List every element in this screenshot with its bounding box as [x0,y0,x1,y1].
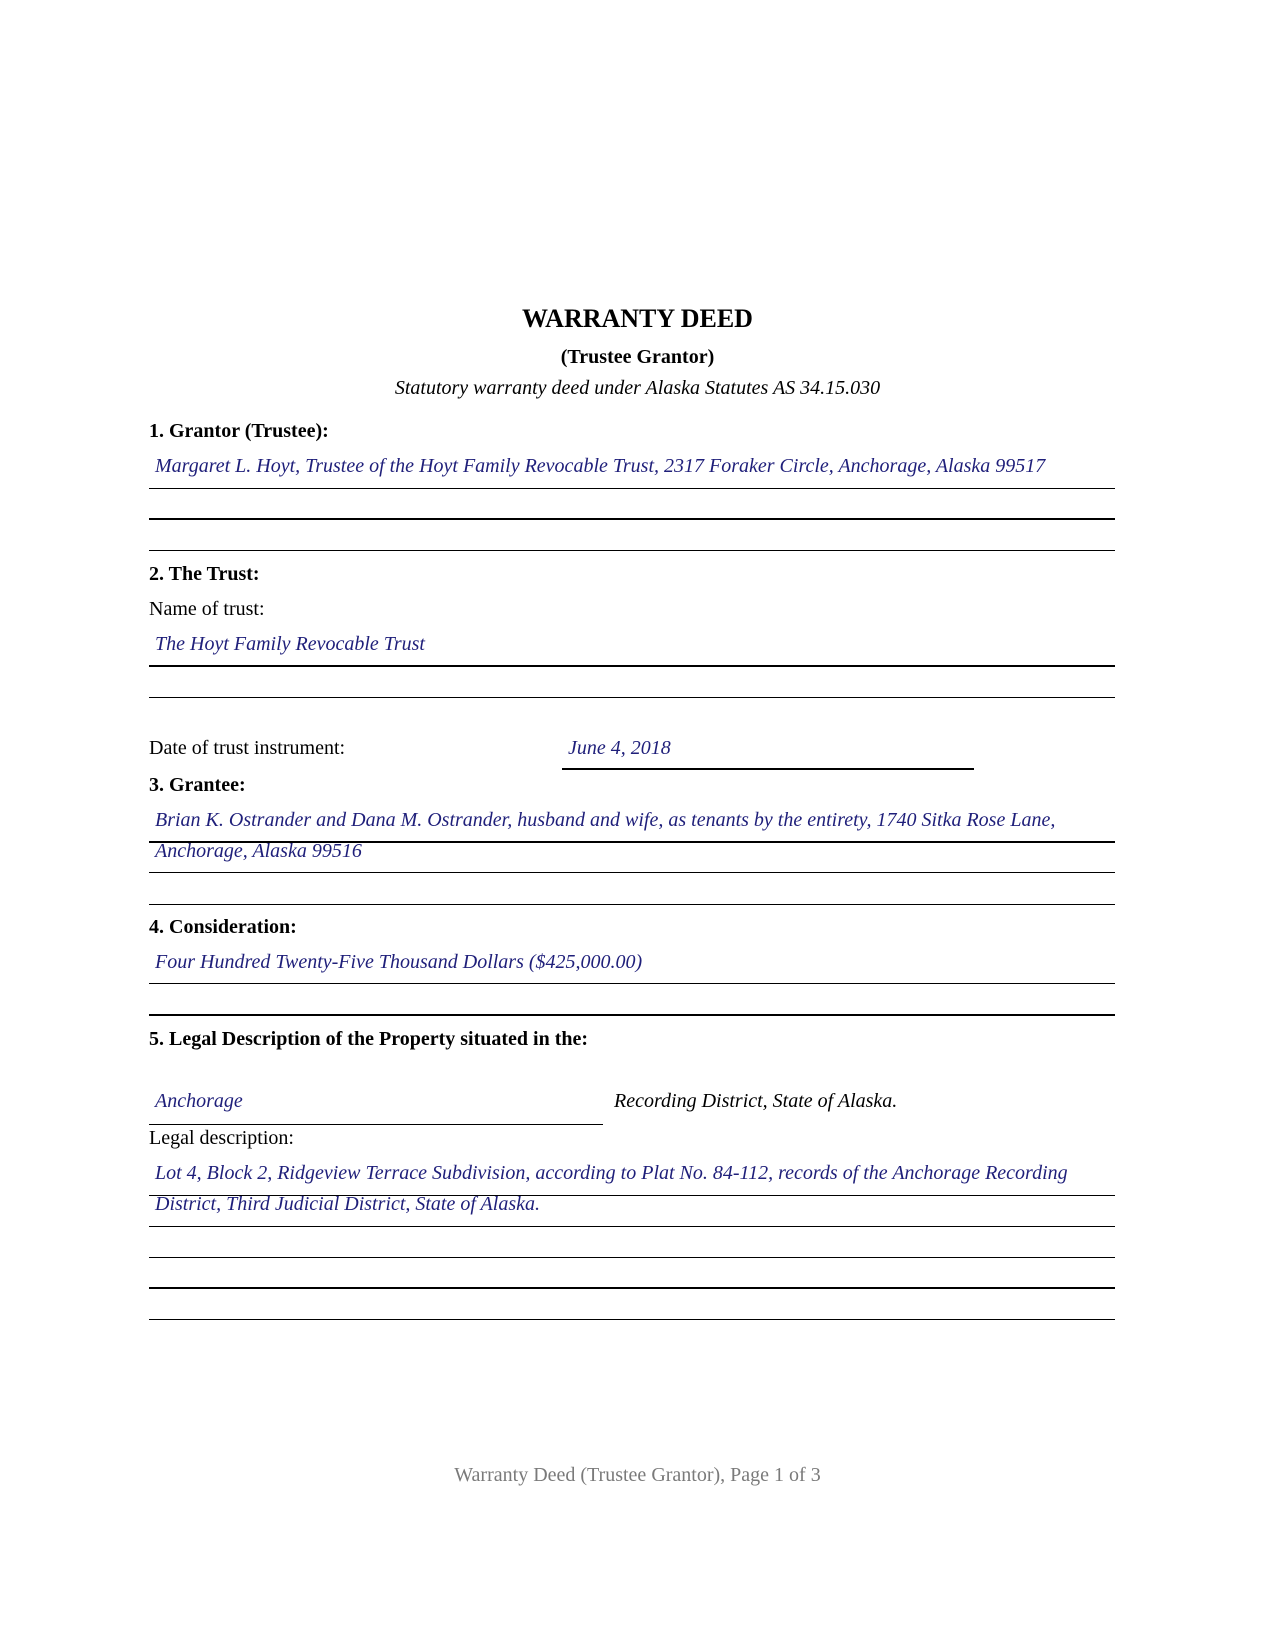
document-title: WARRANTY DEED [522,304,753,333]
trust-name-line-2 [149,697,1115,698]
legal-line-5 [149,1319,1115,1320]
grantor-line-2 [149,518,1115,520]
grantee-heading: 3. Grantee: [149,774,246,796]
consideration-heading: 4. Consideration: [149,916,297,938]
document-subtitle: (Trustee Grantor) [560,346,715,368]
trust-date-field[interactable]: June 4, 2018 [568,737,671,759]
recording-district-field[interactable]: Anchorage [155,1090,243,1112]
legal-line-4 [149,1287,1115,1289]
trust-heading: 2. The Trust: [149,563,260,585]
statute-reference: Statutory warranty deed under Alaska Statutes AS 34.15.030 [394,377,881,399]
grantor-line-1 [149,488,1115,489]
legal-description-field-line-2[interactable]: District, Third Judicial District, State of Alaska. [155,1193,540,1215]
consideration-line-1 [149,983,1115,984]
page-footer: Warranty Deed (Trustee Grantor), Page 1 of 3 [454,1464,821,1486]
grantee-line-2 [149,872,1115,873]
legal-heading: 5. Legal Description of the Property situated in the: [149,1028,589,1050]
legal-line-3 [149,1257,1115,1258]
trust-name-label: Name of trust: [149,598,265,620]
grantee-line-3 [149,904,1115,905]
consideration-line-2 [149,1014,1115,1016]
legal-description-label: Legal description: [149,1127,294,1149]
trust-date-line [562,768,974,770]
consideration-field[interactable]: Four Hundred Twenty-Five Thousand Dollars ($425,000.00) [155,951,643,973]
grantee-field-line-2[interactable]: Anchorage, Alaska 99516 [155,840,362,862]
recording-district-suffix: Recording District, State of Alaska. [614,1090,898,1112]
grantee-field-line-1[interactable]: Brian K. Ostrander and Dana M. Ostrander, husband and wife, as tenants by the entirety, 1740 Sitka Rose Lane, [155,809,1056,831]
trust-name-line-1 [149,665,1115,667]
legal-description-field-line-1[interactable]: Lot 4, Block 2, Ridgeview Terrace Subdivision, according to Plat No. 84-112, records of the Anchorage Recording [155,1162,1068,1184]
grantor-heading: 1. Grantor (Trustee): [149,420,329,442]
grantor-line-3 [149,550,1115,551]
trust-name-field[interactable]: The Hoyt Family Revocable Trust [155,633,425,655]
legal-line-2 [149,1226,1115,1227]
trust-date-label: Date of trust instrument: [149,737,346,759]
grantor-field[interactable]: Margaret L. Hoyt, Trustee of the Hoyt Family Revocable Trust, 2317 Foraker Circle, Anchorage, Alaska 99517 [155,455,1046,477]
